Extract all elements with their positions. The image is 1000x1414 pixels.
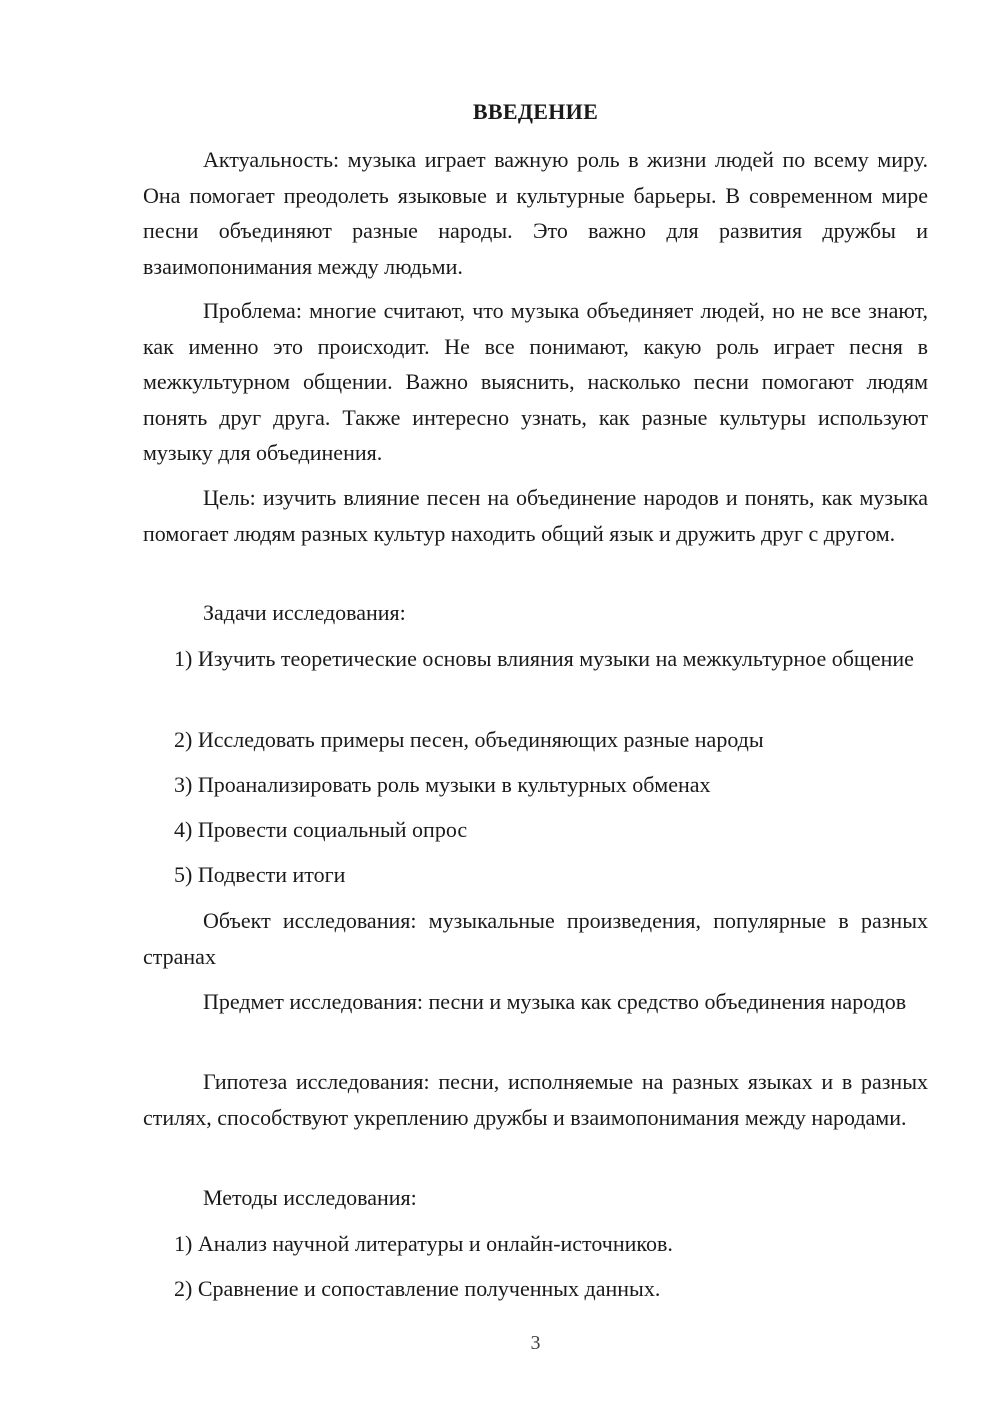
page-number: 3 bbox=[530, 1332, 541, 1354]
task-item: 3) Проанализировать роль музыки в культурных обменах bbox=[174, 772, 711, 797]
goal-paragraph: Цель: изучить влияние песен на объединение народов и понять, как музыка помогает людям разных культур находить общий язык и дружить друг с другом. bbox=[143, 485, 928, 546]
methods-heading: Методы исследования: bbox=[203, 1185, 417, 1210]
task-item: 5) Подвести итоги bbox=[174, 862, 346, 887]
task-item: 2) Исследовать примеры песен, объединяющих разные народы bbox=[174, 727, 764, 752]
problem-paragraph: Проблема: многие считают, что музыка объединяет людей, но не все знают, как именно это происходит. Не все понимают, какую роль играет песня в межкультурном общении. Важно выяснить, насколько песни помогают людям понять друг друга. Также интересно узнать, как разные культуры используют музыку для объединения. bbox=[143, 298, 928, 465]
object-paragraph: Объект исследования: музыкальные произведения, популярные в разных странах bbox=[143, 908, 928, 969]
subject-paragraph: Предмет исследования: песни и музыка как средство объединения народов bbox=[203, 989, 907, 1014]
task-item: 1) Изучить теоретические основы влияния музыки на межкультурное общение bbox=[174, 646, 914, 671]
tasks-heading: Задачи исследования: bbox=[203, 600, 406, 625]
task-item: 4) Провести социальный опрос bbox=[174, 817, 468, 842]
method-item: 1) Анализ научной литературы и онлайн-источников. bbox=[174, 1231, 673, 1256]
method-item: 2) Сравнение и сопоставление полученных данных. bbox=[174, 1276, 661, 1301]
document-page bbox=[143, 0, 928, 1414]
relevance-paragraph: Актуальность: музыка играет важную роль в жизни людей по всему миру. Она помогает преодолеть языковые и культурные барьеры. В современном мире песни объединяют разные народы. Это важно для развития дружбы и взаимопонимания между людьми. bbox=[143, 147, 928, 279]
section-title: ВВЕДЕНИЕ bbox=[472, 99, 599, 124]
hypothesis-paragraph: Гипотеза исследования: песни, исполняемые на разных языках и в разных стилях, способствуют укреплению дружбы и взаимопонимания между народами. bbox=[143, 1069, 928, 1130]
